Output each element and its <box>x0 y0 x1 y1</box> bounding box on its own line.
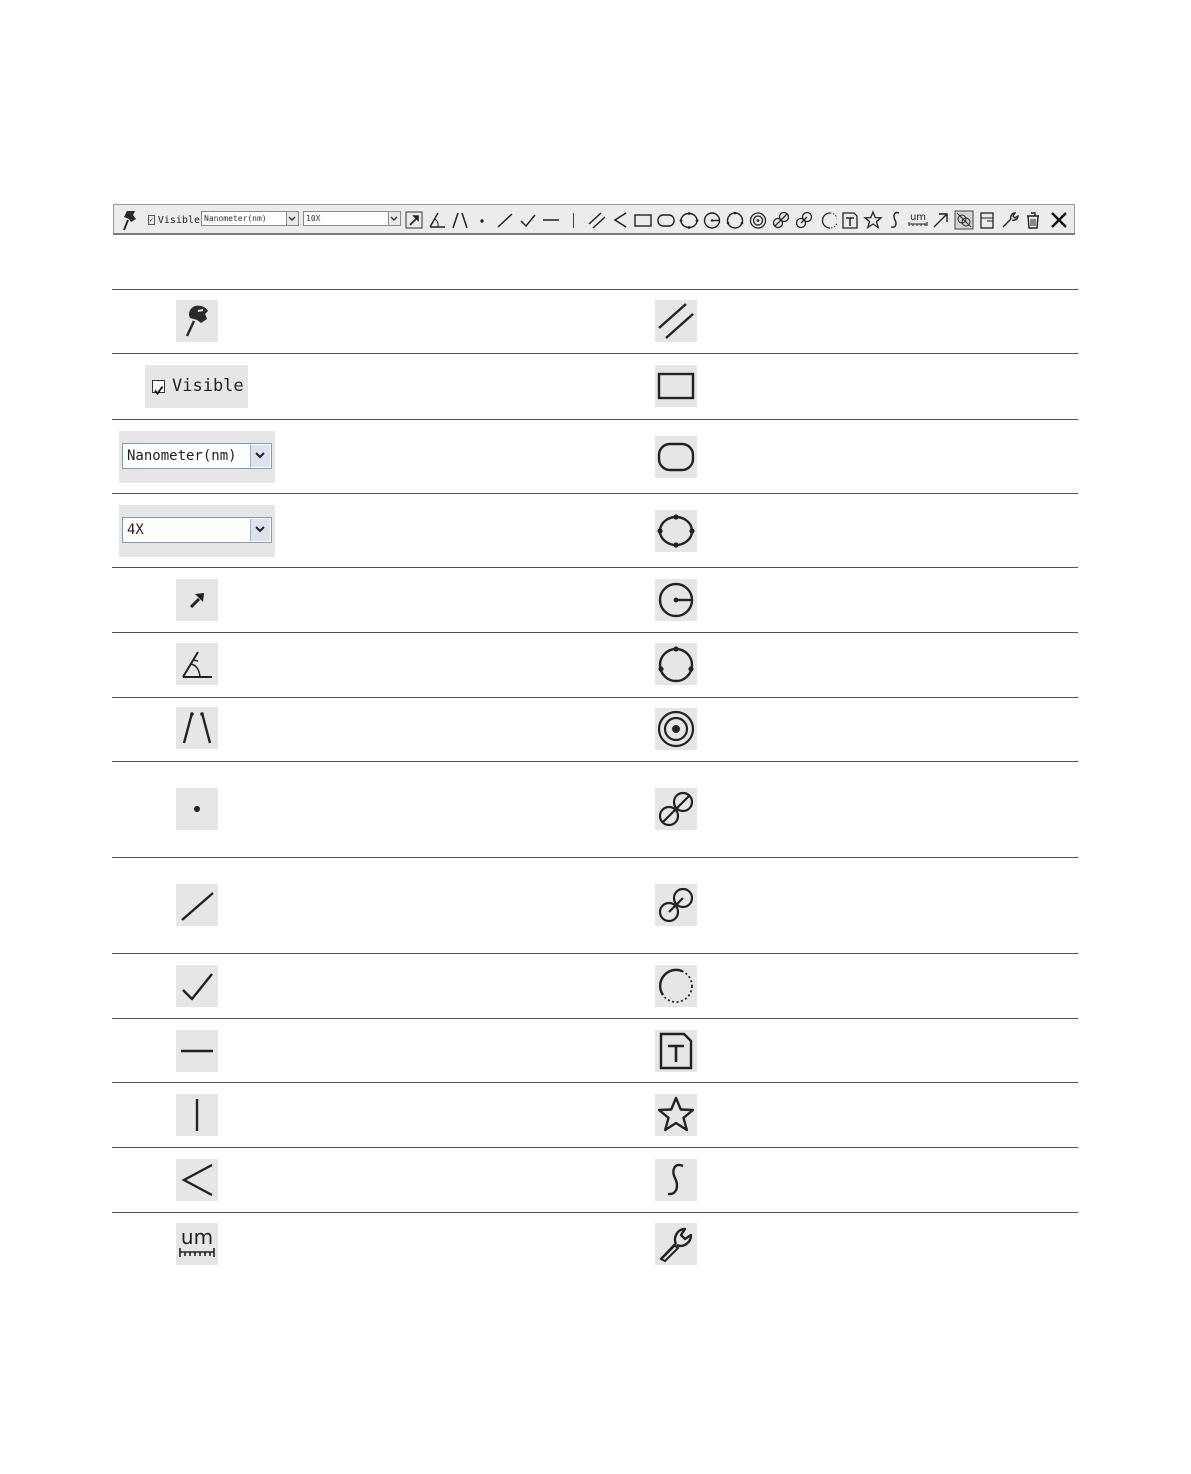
concentric-circles-icon <box>655 708 697 750</box>
two-circles-center-icon <box>655 884 697 926</box>
angle-icon[interactable] <box>427 208 447 232</box>
arc-icon[interactable] <box>817 208 837 232</box>
table-rule <box>112 857 1078 858</box>
rounded-rectangle-icon[interactable] <box>656 208 676 232</box>
polyline-icon <box>176 965 218 1007</box>
svg-text:um: um <box>909 212 927 223</box>
visible-label: Visible <box>172 376 244 396</box>
concentric-circles-icon[interactable] <box>748 208 768 232</box>
point-icon[interactable] <box>473 208 491 232</box>
magnification-dropdown-value: 10X <box>306 214 321 223</box>
unit-dropdown-value: Nanometer(nm) <box>127 448 237 464</box>
close-icon[interactable] <box>1048 208 1070 232</box>
table-rule <box>112 289 1078 290</box>
perpendicular-icon <box>176 1159 218 1201</box>
curve-icon[interactable] <box>886 208 904 232</box>
arc-icon <box>655 965 697 1007</box>
text-icon <box>655 1030 697 1072</box>
table-rule <box>112 1147 1078 1148</box>
line-icon[interactable] <box>495 208 515 232</box>
vertical-line-icon <box>176 1094 218 1136</box>
circle-3pt-icon[interactable] <box>725 208 745 232</box>
pushpin-icon <box>176 300 218 342</box>
star-icon[interactable] <box>863 208 883 232</box>
unit-dropdown[interactable] <box>201 211 299 226</box>
chevron-down-icon[interactable] <box>286 212 298 225</box>
visible-checkbox[interactable]: ✓ <box>149 216 154 224</box>
trash-icon[interactable] <box>1023 208 1043 232</box>
ellipse-3pt-icon <box>655 510 697 552</box>
color-settings-icon[interactable] <box>954 208 974 232</box>
rounded-rectangle-icon <box>655 436 697 478</box>
two-circles-distance-icon[interactable] <box>771 208 791 232</box>
vertical-line-icon[interactable] <box>573 213 574 228</box>
rectangle-icon <box>655 365 697 407</box>
table-rule <box>112 493 1078 494</box>
chevron-down-icon[interactable] <box>250 445 270 467</box>
magnification-dropdown-sample <box>119 505 275 557</box>
table-rule <box>112 419 1078 420</box>
unit-dropdown-sample <box>119 431 275 483</box>
two-lines-angle-icon[interactable] <box>450 208 470 232</box>
wrench-icon <box>655 1223 697 1265</box>
text-icon[interactable] <box>840 208 860 232</box>
arrow-pointer-icon[interactable] <box>405 208 423 232</box>
ellipse-3pt-icon[interactable] <box>679 208 699 232</box>
rectangle-icon[interactable] <box>633 208 653 232</box>
pushpin-icon[interactable] <box>118 208 142 232</box>
arrow-pointer-icon <box>176 579 218 621</box>
angle-icon <box>176 643 218 685</box>
table-rule <box>112 953 1078 954</box>
arrow-icon[interactable] <box>931 208 951 232</box>
table-rule <box>112 1082 1078 1083</box>
polyline-icon[interactable] <box>518 208 538 232</box>
table-rule <box>112 353 1078 354</box>
circle-radius-icon[interactable] <box>702 208 722 232</box>
visible-toggle[interactable] <box>148 208 200 232</box>
perpendicular-icon[interactable] <box>610 208 630 232</box>
table-rule <box>112 632 1078 633</box>
table-rule <box>112 567 1078 568</box>
magnification-dropdown[interactable] <box>122 517 272 543</box>
curve-icon <box>655 1159 697 1201</box>
parallel-lines-icon[interactable] <box>586 208 608 232</box>
scale-bar-label: um <box>180 1225 214 1249</box>
scale-bar-icon <box>176 1223 218 1265</box>
magnification-dropdown[interactable] <box>303 211 401 226</box>
chevron-down-icon[interactable] <box>250 519 270 541</box>
magnification-dropdown-value: 4X <box>127 522 144 538</box>
export-icon[interactable] <box>977 208 997 232</box>
star-icon <box>655 1094 697 1136</box>
measurement-toolbar <box>113 204 1075 235</box>
table-rule <box>112 761 1078 762</box>
line-icon <box>176 884 218 926</box>
two-circles-center-icon[interactable] <box>794 208 814 232</box>
table-rule <box>112 1212 1078 1213</box>
table-rule <box>112 697 1078 698</box>
scale-bar-icon[interactable] <box>907 208 929 232</box>
wrench-icon[interactable] <box>1000 208 1020 232</box>
visible-label: Visible <box>157 214 200 226</box>
chevron-down-icon[interactable] <box>388 212 400 225</box>
horizontal-line-icon[interactable] <box>541 208 561 232</box>
two-lines-angle-icon <box>176 707 218 749</box>
two-circles-distance-icon <box>655 788 697 830</box>
table-rule <box>112 1018 1078 1019</box>
visible-checkbox-sample <box>145 365 248 408</box>
circle-3pt-icon <box>655 643 697 685</box>
point-icon <box>176 788 218 830</box>
horizontal-line-icon <box>176 1030 218 1072</box>
visible-checkbox[interactable] <box>152 380 165 393</box>
unit-dropdown-value: Nanometer(nm) <box>204 214 267 223</box>
circle-radius-icon <box>655 579 697 621</box>
unit-dropdown[interactable] <box>122 443 272 469</box>
parallel-lines-icon <box>655 300 697 342</box>
